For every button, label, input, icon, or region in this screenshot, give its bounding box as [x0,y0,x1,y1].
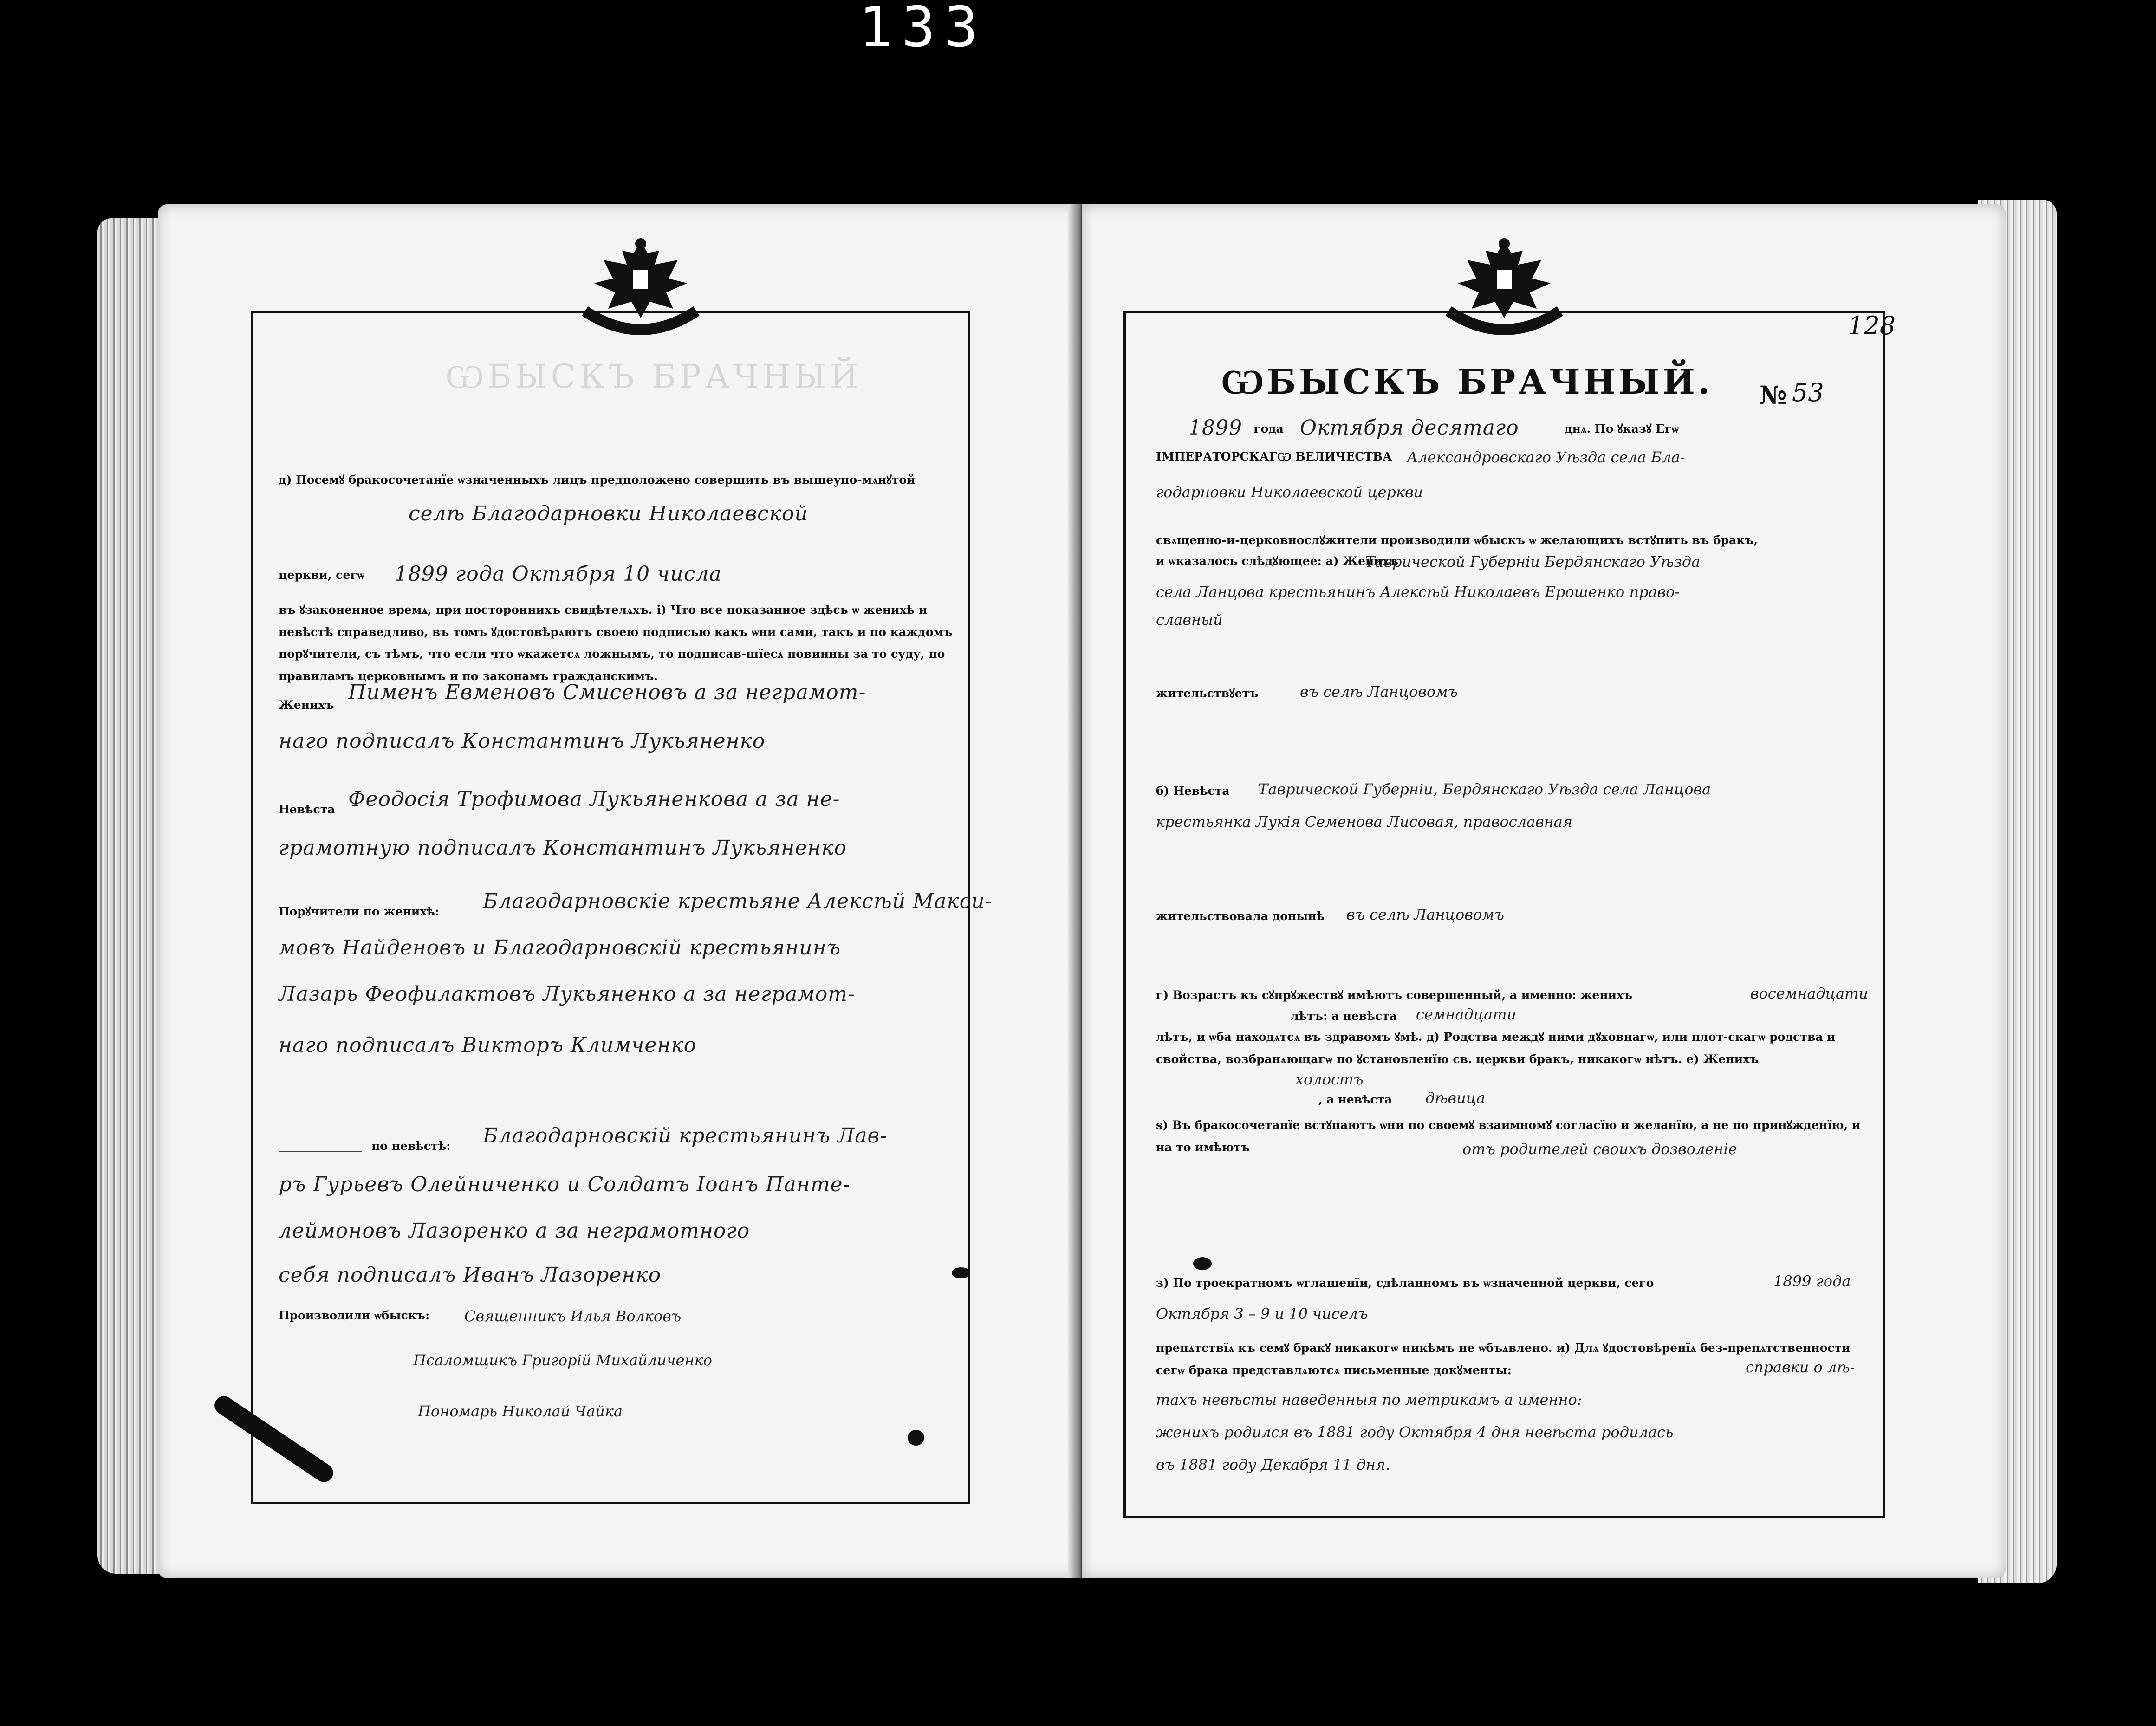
conducted-priest-signature: Священникъ Илья Волковъ [464,1307,682,1325]
guarantors-groom-handwriting-4: наго подписалъ Викторъ Климченко [279,1033,697,1057]
bride-handwriting-1: Феодосія Трофимова Лукьяненкова а за не- [348,787,840,811]
bride-status-label: , а невѣста [1318,1093,1392,1106]
documents-handwriting-3: женихъ родился въ 1881 году Октября 4 дня невѣста родилась [1156,1423,1674,1441]
bride-status-handwriting: дѣвица [1425,1089,1486,1107]
bride-residence-label: жительствовала донынѣ [1156,909,1325,923]
consent-handwriting: отъ родителей своихъ дозволеніе [1462,1140,1737,1158]
bride-label: Невѣста [279,803,335,816]
ink-blot [908,1430,924,1446]
section-d-handwriting: селѣ Благодарновки Николаевской [409,502,808,526]
banns-text: з) По троекратномъ ѡглашенїи, сдѣланномъ въ ѡзначенной церкви, сего [1156,1276,1654,1290]
age-text-2: лѣтъ: а невѣста [1291,1009,1397,1023]
year-handwriting: 1899 [1188,416,1242,440]
age-text-3: лѣтъ, и ѡба находѧтсѧ въ здравомъ ꙋмѣ. д) Родства междꙋ ними дꙋховнагѡ, или плот-скагѡ родства и свойства, возбранѧющагѡ по ꙋстановленїю св. церкви бракъ, никакогѡ нѣтъ. е) Женихъ [1156,1030,1836,1066]
groom-handwriting-1: Пименъ Евменовъ Смиcеновъ а за неграмот- [348,681,866,704]
bleed-through-title: ѠБЫСКЪ БРАЧНЫЙ [446,357,862,396]
groom-origin-handwriting-3: славный [1156,611,1223,629]
guarantors-bride-label: по невѣстѣ: [371,1139,451,1153]
guarantors-groom-handwriting-1: Благодарновскіе крестьяне Алексѣй Макси- [483,889,993,913]
bride-origin-handwriting-2: крестьянка Лукія Семенова Лисовая, православная [1156,813,1573,831]
section-d-body: въ ꙋзаконенное времѧ, при постороннихъ свидѣтелѧхъ. і) Что все показанное здѣсь ѡ женихѣ и невѣстѣ справедливо, въ томъ ꙋдостовѣрѧютъ своею подписью какъ ѡни сами, такъ и по каждомъ порꙋчители, съ тѣмъ, что если что ѡкажетсѧ ложнымъ, то подписав-шїесѧ повинны за то суду, по правиламъ церковнымъ и по законамъ гражданскимъ. [279,603,953,683]
frame-number: 133 [859,0,987,60]
majesty-label: ІМПЕРАТОРСКАГѠ ВЕЛИЧЕСТВА [1156,450,1392,463]
record-number-label: № [1760,380,1787,410]
groom-status-handwriting: холостъ [1295,1071,1364,1088]
groom-label: Женихъ [279,698,334,712]
guarantors-groom-label: Порꙋчители по женихѣ: [279,905,439,918]
guarantors-bride-handwriting-3: леймоновъ Лазоренко а за неграмотного [279,1219,750,1243]
church-handwriting: годарновки Николаевской церкви [1156,483,1423,501]
page-number: 128 [1848,311,1896,340]
left-page-edges [97,218,167,1574]
impediment-text: препѧтствїѧ къ семꙋ бракꙋ никакогѡ никѣмъ не ѡбъѧвлено. и) Длѧ ꙋдостовѣренїѧ без-препѧтственности сегѡ брака представлѧютсѧ письменные докꙋменты: [1156,1341,1851,1377]
age-bride-handwriting: семнадцати [1416,1006,1517,1023]
section-d-intro: д) Посемꙋ бракосочетанїе ѡзначенныхъ лицъ предположено совершить въ вышеупо-мѧнꙋтой [279,473,916,487]
guarantors-groom-handwriting-3: Лазарь Феофилактовъ Лукьяненко а за неграмот- [279,982,855,1006]
document-title: ѠБЫСКЪ БРАЧНЫЙ. [1221,362,1713,402]
groom-origin-handwriting-2: села Ланцова крестьянинъ Алексѣй Николаевъ Ерошенко право- [1156,583,1680,601]
ink-blot [952,1267,970,1278]
conducted-psalmist-signature: Псаломщикъ Григорій Михайличенко [413,1351,712,1369]
bride-label: б) Невѣста [1156,784,1230,798]
documents-handwriting-4: въ 1881 году Декабря 11 дня. [1156,1456,1390,1473]
found-text: и ѡказалось слѣдꙋющее: а) Женихъ [1156,554,1398,568]
groom-handwriting-2: наго подписалъ Константинъ Лукьяненко [279,729,766,753]
groom-residence-handwriting: въ селѣ Ланцовомъ [1300,683,1458,701]
ink-blot [1193,1257,1212,1270]
clergy-text: свѧщенно-и-церковнослꙋжители производили ѡбыскъ ѡ желающихъ встꙋпить въ бракъ, [1156,533,1758,547]
documents-handwriting-2: тахъ невѣсты наведенныя по метрикамъ а именно: [1156,1391,1582,1408]
guarantors-bride-handwriting-1: Благодарновскій крестьянинъ Лав- [483,1124,887,1148]
left-page [158,204,1082,1578]
conducted-label: Производили ѡбыскъ: [279,1309,430,1322]
church-label: церкви, сегѡ [279,568,365,582]
banns-dates-handwriting: Октября 3 – 9 и 10 чиселъ [1156,1305,1368,1323]
bride-residence-handwriting: въ селѣ Ланцовомъ [1346,906,1504,923]
month-handwriting: Октября десятаго [1300,416,1519,440]
bride-handwriting-2: грамотную подписалъ Константинъ Лукьяненко [279,836,847,860]
documents-handwriting-1: справки о лѣ- [1746,1358,1855,1376]
year-label: года [1253,422,1284,435]
age-text-1: г) Возрастъ къ сꙋпрꙋжествꙋ имѣютъ совершенный, а именно: женихъ [1156,988,1633,1002]
guarantors-bride-handwriting-2: ръ Гурьевъ Олейниченко и Солдатъ Іоанъ Панте- [279,1173,851,1196]
record-number: 53 [1792,378,1824,407]
groom-residence-label: жительствꙋетъ [1156,687,1259,700]
church-date-handwriting: 1899 года Октября 10 числа [395,562,722,586]
majesty-handwriting: Александровскаго Уѣзда села Бла- [1407,448,1685,466]
age-groom-handwriting: восемнадцати [1750,985,1869,1002]
guarantors-bride-handwriting-4: себя подписалъ Иванъ Лазоренко [279,1263,662,1287]
right-page [1082,204,2006,1578]
banns-year-handwriting: 1899 года [1773,1272,1851,1290]
day-label: днѧ. По ꙋказꙋ Егѡ [1565,422,1679,435]
consent-text: ѕ) Въ бракосочетанїе встꙋпаютъ ѡни по своемꙋ взаимномꙋ согласїю и желанїю, а не по принꙋжденїю, и на то имѣютъ [1156,1118,1861,1154]
guarantors-groom-handwriting-2: мовъ Найденовъ и Благодарновскій крестьянинъ [279,936,841,960]
conducted-sexton-signature: Пономарь Николай Чайка [418,1402,623,1420]
groom-origin-handwriting-1: Таврической Губерніи Бердянскаго Уѣзда [1365,553,1701,571]
bride-origin-handwriting-1: Таврической Губерніи, Бердянскаго Уѣзда села Ланцова [1258,780,1711,798]
blank-line [279,1151,362,1152]
